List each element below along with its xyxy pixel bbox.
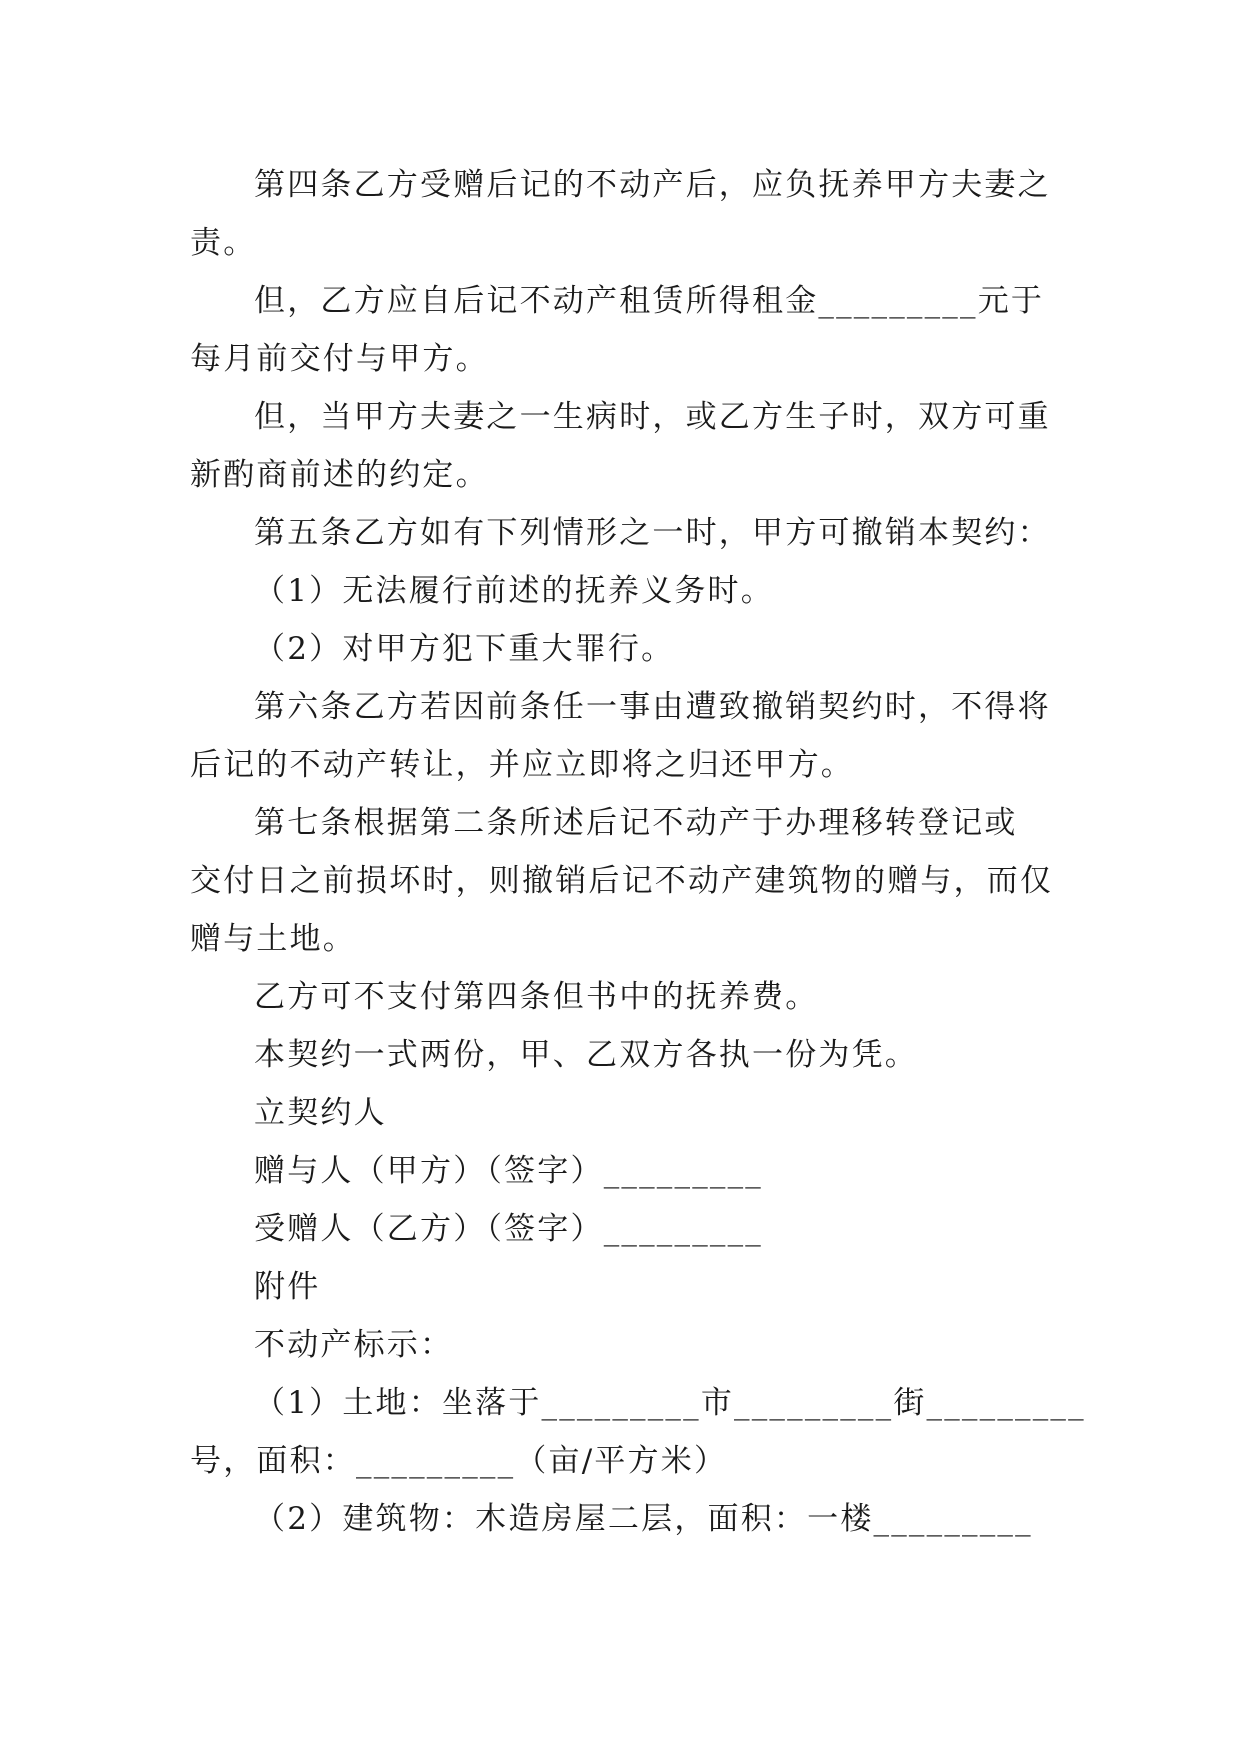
- attachment-heading: 附件: [254, 1269, 321, 1305]
- rent-clause-line-2: 每月前交付与甲方。: [190, 341, 489, 377]
- article-6-line-2: 后记的不动产转让，并应立即将之归还甲方。: [190, 747, 854, 783]
- article-7-line-1: 第七条根据第二条所述后记不动产于办理移转登记或: [254, 805, 1018, 841]
- copies-clause: 本契约一式两份，甲、乙双方各执一份为凭。: [254, 1037, 918, 1073]
- article-4-line-2: 责。: [190, 225, 257, 261]
- rent-clause-line-1: 但，乙方应自后记不动产租赁所得租金_________元于: [254, 283, 1045, 319]
- land-description-line-1: （1）土地：坐落于_________市_________街_________: [254, 1385, 1086, 1421]
- renegotiate-clause-line-2: 新酌商前述的约定。: [190, 457, 489, 493]
- support-fee-clause: 乙方可不支付第四条但书中的抚养费。: [254, 979, 819, 1015]
- donee-signature-line: 受赠人（乙方）（签字）_________: [254, 1211, 763, 1247]
- article-5: 第五条乙方如有下列情形之一时，甲方可撤销本契约：: [254, 515, 1051, 551]
- contracting-parties-heading: 立契约人: [254, 1095, 387, 1131]
- property-description-heading: 不动产标示：: [254, 1327, 454, 1363]
- donor-signature-line: 赠与人（甲方）（签字）_________: [254, 1153, 763, 1189]
- article-6-line-1: 第六条乙方若因前条任一事由遭致撤销契约时，不得将: [254, 689, 1051, 725]
- building-description-line: （2）建筑物：木造房屋二层，面积：一楼_________: [254, 1501, 1033, 1537]
- article-4-line-1: 第四条乙方受赠后记的不动产后，应负抚养甲方夫妻之: [254, 167, 1051, 203]
- land-description-line-2: 号，面积：_________（亩/平方米）: [190, 1443, 728, 1479]
- article-7-line-2: 交付日之前损坏时，则撤销后记不动产建筑物的赠与，而仅: [190, 863, 1054, 899]
- renegotiate-clause-line-1: 但，当甲方夫妻之一生病时，或乙方生子时，双方可重: [254, 399, 1051, 435]
- article-5-item-1: （1）无法履行前述的抚养义务时。: [254, 573, 774, 609]
- article-5-item-2: （2）对甲方犯下重大罪行。: [254, 631, 675, 667]
- article-7-line-3: 赠与土地。: [190, 921, 356, 957]
